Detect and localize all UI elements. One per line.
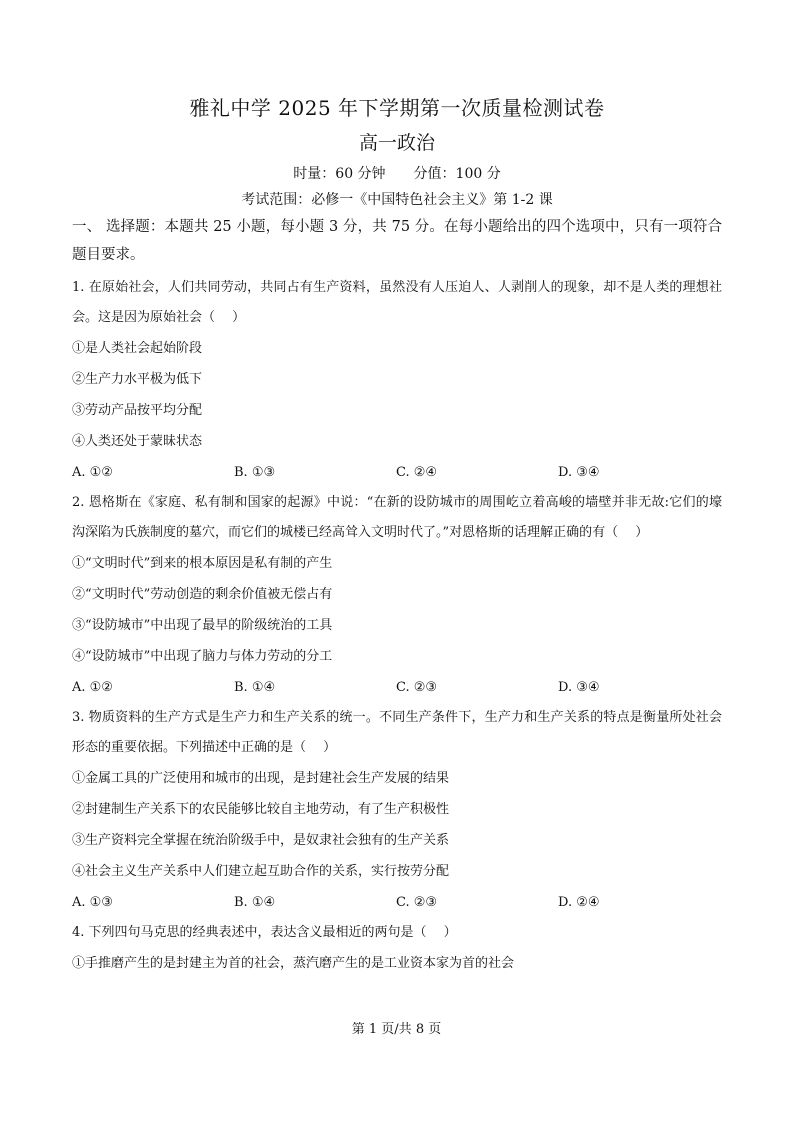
- answer-option[interactable]: A. ①②: [72, 680, 113, 695]
- answer-option[interactable]: A. ①②: [72, 465, 113, 480]
- question-2: [72, 488, 722, 703]
- answer-option[interactable]: B. ①③: [234, 465, 276, 480]
- statement-item: ②“文明时代”劳动创造的剩余价值被无偿占有: [72, 587, 333, 602]
- section-heading: 一、 选择题：本题共 25 小题，每小题 3 分，共 75 分。在每小题给出的四个选项中，只有一项符合题目要求。: [72, 219, 722, 263]
- answer-option[interactable]: D. ③④: [558, 465, 600, 480]
- statement-item: ③生产资料完全掌握在统治阶级手中，是奴隶社会独有的生产关系: [72, 833, 450, 848]
- statement-item: ④社会主义生产关系中人们建立起互助合作的关系，实行按劳分配: [72, 864, 450, 879]
- statement-item: ④人类还处于蒙昧状态: [72, 434, 203, 449]
- question-3: [72, 703, 722, 918]
- answer-option[interactable]: C. ②③: [396, 680, 438, 695]
- statement-item: ③劳动产品按平均分配: [72, 403, 203, 418]
- statement-item: ②封建制生产关系下的农民能够比较自主地劳动，有了生产积极性: [72, 802, 450, 817]
- statement-item: ①手推磨产生的是封建主为首的社会，蒸汽磨产生的是工业资本家为首的社会: [72, 956, 515, 971]
- answer-options: [72, 672, 722, 703]
- question-stem: 4. 下列四句马克思的经典表述中，表达含义最相近的两句是（ ）: [72, 925, 457, 940]
- exam-subject: 高一政治: [358, 132, 435, 154]
- question-1: [72, 273, 722, 488]
- answer-option[interactable]: D. ③④: [558, 680, 600, 695]
- answer-option[interactable]: A. ①③: [72, 895, 113, 910]
- statement-item: ①金属工具的广泛使用和城市的出现，是封建社会生产发展的结果: [72, 771, 450, 786]
- question-list: [72, 273, 722, 979]
- question-stem: 2. 恩格斯在《家庭、私有制和国家的起源》中说：“在新的设防城市的周围屹立着高峻的墙壁并非无故:它们的壕沟深陷为氏族制度的墓穴，而它们的城楼已经高耸入文明时代了。”对恩格斯的话理解正确的有（ ）: [72, 495, 722, 540]
- exam-score: 分值：100 分: [413, 166, 501, 182]
- answer-options: [72, 887, 722, 918]
- statement-item: ④“设防城市”中出现了脑力与体力劳动的分工: [72, 649, 333, 664]
- exam-title: 雅礼中学 2025 年下学期第一次质量检测试卷: [189, 96, 605, 120]
- answer-option[interactable]: D. ②④: [558, 895, 600, 910]
- answer-option[interactable]: C. ②③: [396, 895, 438, 910]
- question-stem: 1. 在原始社会，人们共同劳动，共同占有生产资料，虽然没有人压迫人、人剥削人的现象，却不是人类的理想社会。这是因为原始社会（ ）: [72, 280, 722, 325]
- answer-option[interactable]: C. ②④: [396, 465, 438, 480]
- exam-meta: [72, 165, 722, 183]
- answer-options: [72, 457, 722, 488]
- exam-time: 时量：60 分钟: [293, 166, 386, 182]
- answer-option[interactable]: B. ①④: [234, 895, 276, 910]
- exam-scope: 考试范围：必修一《中国特色社会主义》第 1-2 课: [241, 192, 553, 208]
- exam-page: [72, 96, 722, 979]
- question-stem: 3. 物质资料的生产方式是生产力和生产关系的统一。不同生产条件下，生产力和生产关系的特点是衡量所处社会形态的重要依据。下列描述中正确的是（ ）: [72, 710, 722, 755]
- statement-item: ③“设防城市”中出现了最早的阶级统治的工具: [72, 618, 333, 633]
- statement-item: ①是人类社会起始阶段: [72, 341, 203, 356]
- page-number: 第 1 页/共 8 页: [351, 1022, 442, 1037]
- statement-item: ②生产力水平极为低下: [72, 372, 203, 387]
- question-4: [72, 918, 722, 979]
- answer-option[interactable]: B. ①④: [234, 680, 276, 695]
- statement-item: ①“文明时代”到来的根本原因是私有制的产生: [72, 556, 333, 571]
